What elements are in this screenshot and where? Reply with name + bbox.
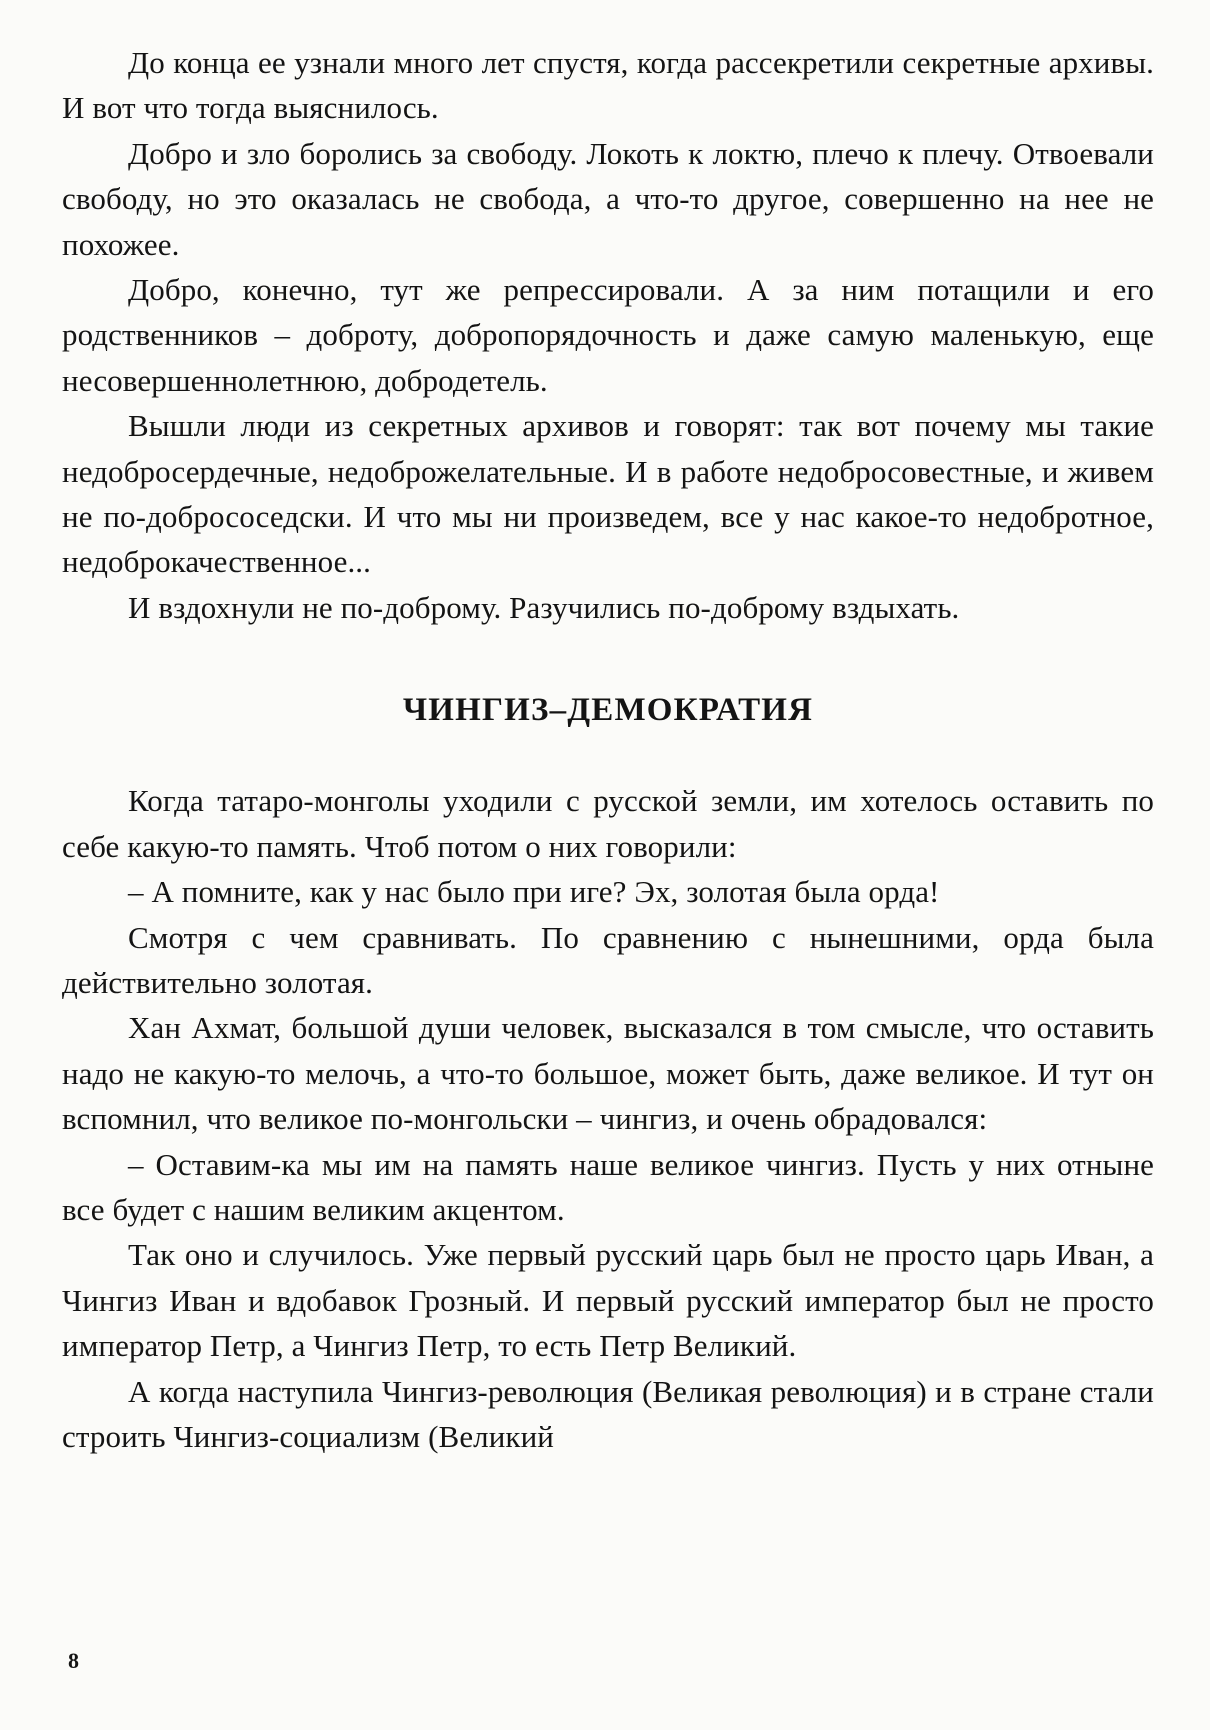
paragraph: До конца ее узнали много лет спустя, когда рассекретили секретные архивы. И вот что тогда выяснилось.	[62, 45, 1154, 126]
dialogue-line: – Оставим-ка мы им на память наше великое чингиз. Пусть у них отныне все будет с нашим великим акцентом.	[62, 1146, 1154, 1227]
paragraph: Смотря с чем сравнивать. По сравнению с нынешними, орда была действительно золотая.	[62, 919, 1154, 1000]
paragraph: Так оно и случилось. Уже первый русский царь был не просто царь Иван, а Чингиз Иван и вдобавок Грозный. И первый русский император был не просто император Петр, а Чингиз Петр, то есть Петр Великий.	[62, 1237, 1154, 1364]
paragraph: И вздохнули не по-доброму. Разучились по-доброму вздыхать.	[128, 589, 960, 625]
paragraph: Вышли люди из секретных архивов и говорят: так вот почему мы такие недобросердечные, недоброжелательные. И в работе недобросовестные, и живем не по-добрососедски. И что мы ни произведем, все у нас какое-то недобротное, недоброкачественное...	[62, 408, 1154, 580]
page-number: 8	[68, 1648, 79, 1673]
paragraph: Хан Ахмат, большой души человек, высказался в том смысле, что оставить надо не какую-то мелочь, а что-то большое, может быть, даже великое. И тут он вспомнил, что великое по-монгольски – чингиз, и очень обрадовался:	[62, 1010, 1154, 1137]
paragraph: Добро, конечно, тут же репрессировали. А за ним потащили и его родственников – доброту, добропорядочность и даже самую маленькую, еще несовершеннолетнюю, добродетель.	[62, 272, 1154, 398]
paragraph: Добро и зло боролись за свободу. Локоть к локтю, плечо к плечу. Отвоевали свободу, но это оказалась не свобода, а что-то другое, совершенно на нее не похожее.	[62, 135, 1154, 262]
book-page	[62, 40, 1154, 1700]
paragraph: Когда татаро-монголы уходили с русской земли, им хотелось оставить по себе какую-то память. Чтоб потом о них говорили:	[62, 783, 1154, 864]
paragraph: А когда наступила Чингиз-революция (Великая революция) и в стране стали строить Чингиз-социализм (Великий	[62, 1373, 1154, 1454]
section-title: ЧИНГИЗ–ДЕМОКРАТИЯ	[402, 692, 814, 729]
dialogue-line: – А помните, как у нас было при иге? Эх, золотая была орда!	[128, 874, 940, 910]
